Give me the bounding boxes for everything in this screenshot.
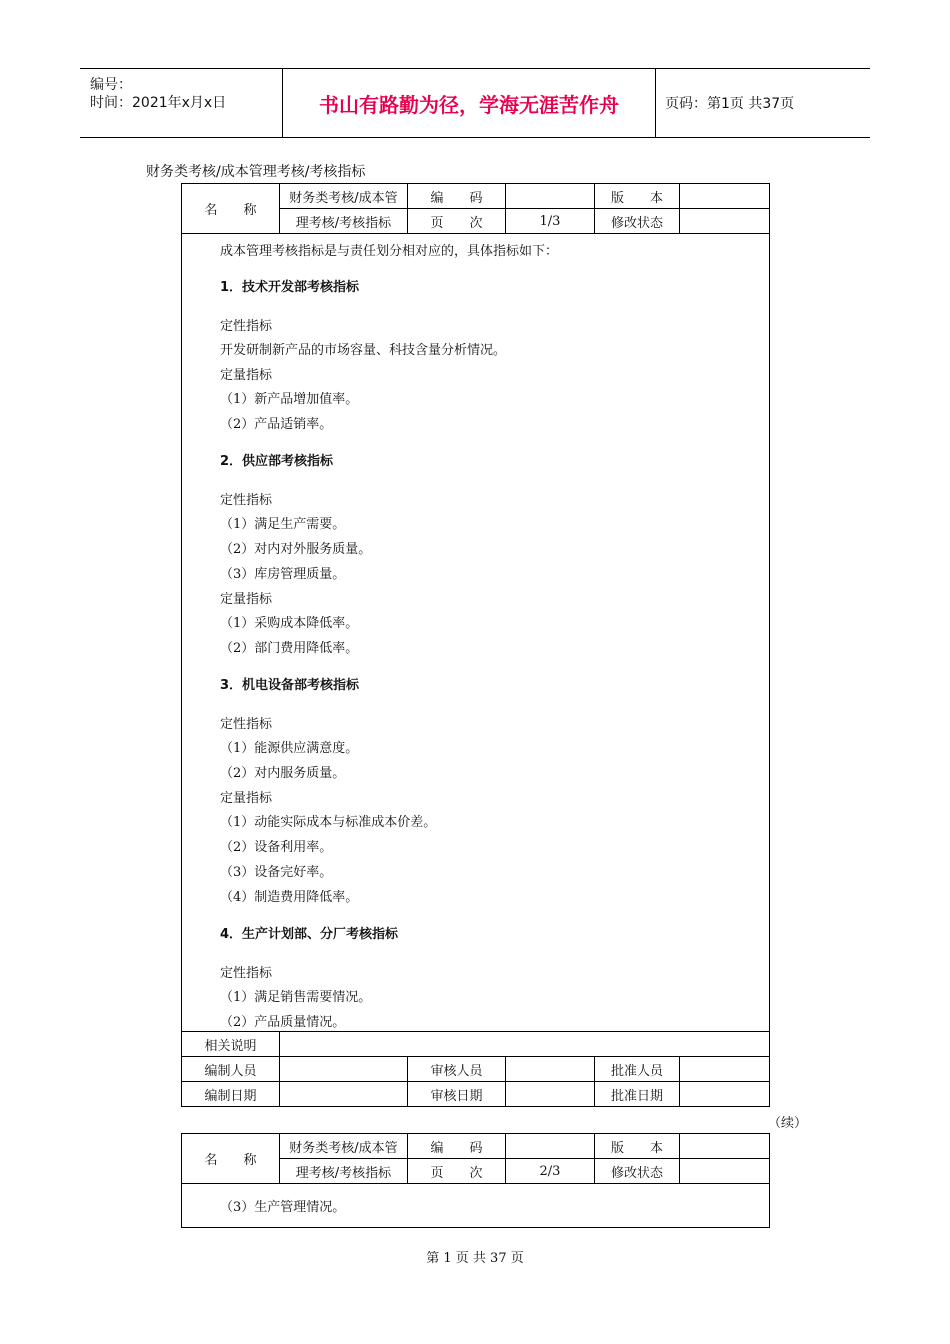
review-date-label: 审核日期	[408, 1082, 506, 1107]
code-label: 编 码	[408, 184, 506, 209]
code-label: 编 码	[408, 1134, 506, 1159]
list-item: （1）满足生产需要。	[220, 517, 346, 532]
code-value	[506, 1134, 595, 1159]
version-value	[680, 184, 770, 209]
page-value: 1/3	[506, 209, 595, 234]
content-cell	[182, 234, 770, 1032]
list-item: （1）新产品增加值率。	[220, 392, 359, 407]
list-item: （4）制造费用降低率。	[220, 890, 359, 905]
header-meta	[80, 69, 282, 137]
motto: 书山有路勤为径，学海无涯苦作舟	[282, 69, 656, 137]
list-item: （3）生产管理情况。	[220, 1200, 346, 1215]
approve-date-value	[680, 1082, 770, 1107]
approver-label: 批准人员	[595, 1057, 680, 1082]
list-item: （1）能源供应满意度。	[220, 741, 359, 756]
section-1-title: 1．技术开发部考核指标	[220, 280, 360, 295]
reviewer-label: 审核人员	[408, 1057, 506, 1082]
section-2-quantitative: 定量指标	[220, 592, 273, 607]
section-4-title: 4．生产计划部、分厂考核指标	[220, 927, 399, 942]
list-item: （2）对内服务质量。	[220, 766, 346, 781]
list-item: （2）设备利用率。	[220, 840, 333, 855]
section-3-quantitative: 定量指标	[220, 791, 273, 806]
list-item: （2）对内对外服务质量。	[220, 542, 372, 557]
section-2-title: 2．供应部考核指标	[220, 454, 334, 469]
status-value	[680, 1159, 770, 1184]
form-table-1	[181, 183, 770, 1107]
review-date-value	[506, 1082, 595, 1107]
list-item: （2）产品质量情况。	[220, 1015, 346, 1030]
time-label: 时间：2021年x月x日	[90, 95, 227, 111]
reviewer-value	[506, 1057, 595, 1082]
name-value-line-2: 理考核/考核指标	[280, 1159, 408, 1184]
section-1-quantitative: 定量指标	[220, 368, 273, 383]
approver-value	[680, 1057, 770, 1082]
name-value-line-1: 财务类考核/成本管	[280, 184, 408, 209]
content-cell	[182, 1184, 770, 1228]
form-table-2	[181, 1133, 770, 1228]
page-info: 页码：第1页 共37页	[665, 96, 795, 112]
section-3-qualitative: 定性指标	[220, 717, 273, 732]
list-item: （2）产品适销率。	[220, 417, 333, 432]
status-value	[680, 209, 770, 234]
list-item: 开发研制新产品的市场容量、科技含量分析情况。	[220, 343, 507, 358]
page-label: 页 次	[408, 1159, 506, 1184]
edit-date-value	[280, 1082, 408, 1107]
list-item: （1）采购成本降低率。	[220, 616, 359, 631]
page-header	[80, 68, 870, 138]
section-4-qualitative: 定性指标	[220, 966, 273, 981]
code-label: 编号：	[90, 77, 132, 93]
list-item: （3）库房管理质量。	[220, 567, 346, 582]
approve-date-label: 批准日期	[595, 1082, 680, 1107]
version-value	[680, 1134, 770, 1159]
section-3-title: 3．机电设备部考核指标	[220, 678, 360, 693]
editor-label: 编制人员	[182, 1057, 280, 1082]
remark-label: 相关说明	[182, 1032, 280, 1057]
status-label: 修改状态	[595, 1159, 680, 1184]
name-value-line-2: 理考核/考核指标	[280, 209, 408, 234]
section-1-qualitative: 定性指标	[220, 319, 273, 334]
list-item: （1）满足销售需要情况。	[220, 990, 372, 1005]
continued-label: （续）	[768, 1116, 808, 1131]
list-item: （2）部门费用降低率。	[220, 641, 359, 656]
page-footer: 第 1 页 共 37 页	[426, 1251, 524, 1266]
status-label: 修改状态	[595, 209, 680, 234]
list-item: （3）设备完好率。	[220, 865, 333, 880]
code-value	[506, 184, 595, 209]
page-label: 页 次	[408, 209, 506, 234]
name-label: 名 称	[182, 1134, 280, 1184]
document-title: 财务类考核/成本管理考核/考核指标	[146, 164, 366, 180]
remark-value	[280, 1032, 770, 1057]
section-2-qualitative: 定性指标	[220, 493, 273, 508]
page-value: 2/3	[506, 1159, 595, 1184]
name-label: 名 称	[182, 184, 280, 234]
name-value-line-1: 财务类考核/成本管	[280, 1134, 408, 1159]
editor-value	[280, 1057, 408, 1082]
intro-text: 成本管理考核指标是与责任划分相对应的，具体指标如下：	[220, 244, 559, 259]
version-label: 版 本	[595, 184, 680, 209]
edit-date-label: 编制日期	[182, 1082, 280, 1107]
list-item: （1）动能实际成本与标准成本价差。	[220, 815, 437, 830]
version-label: 版 本	[595, 1134, 680, 1159]
